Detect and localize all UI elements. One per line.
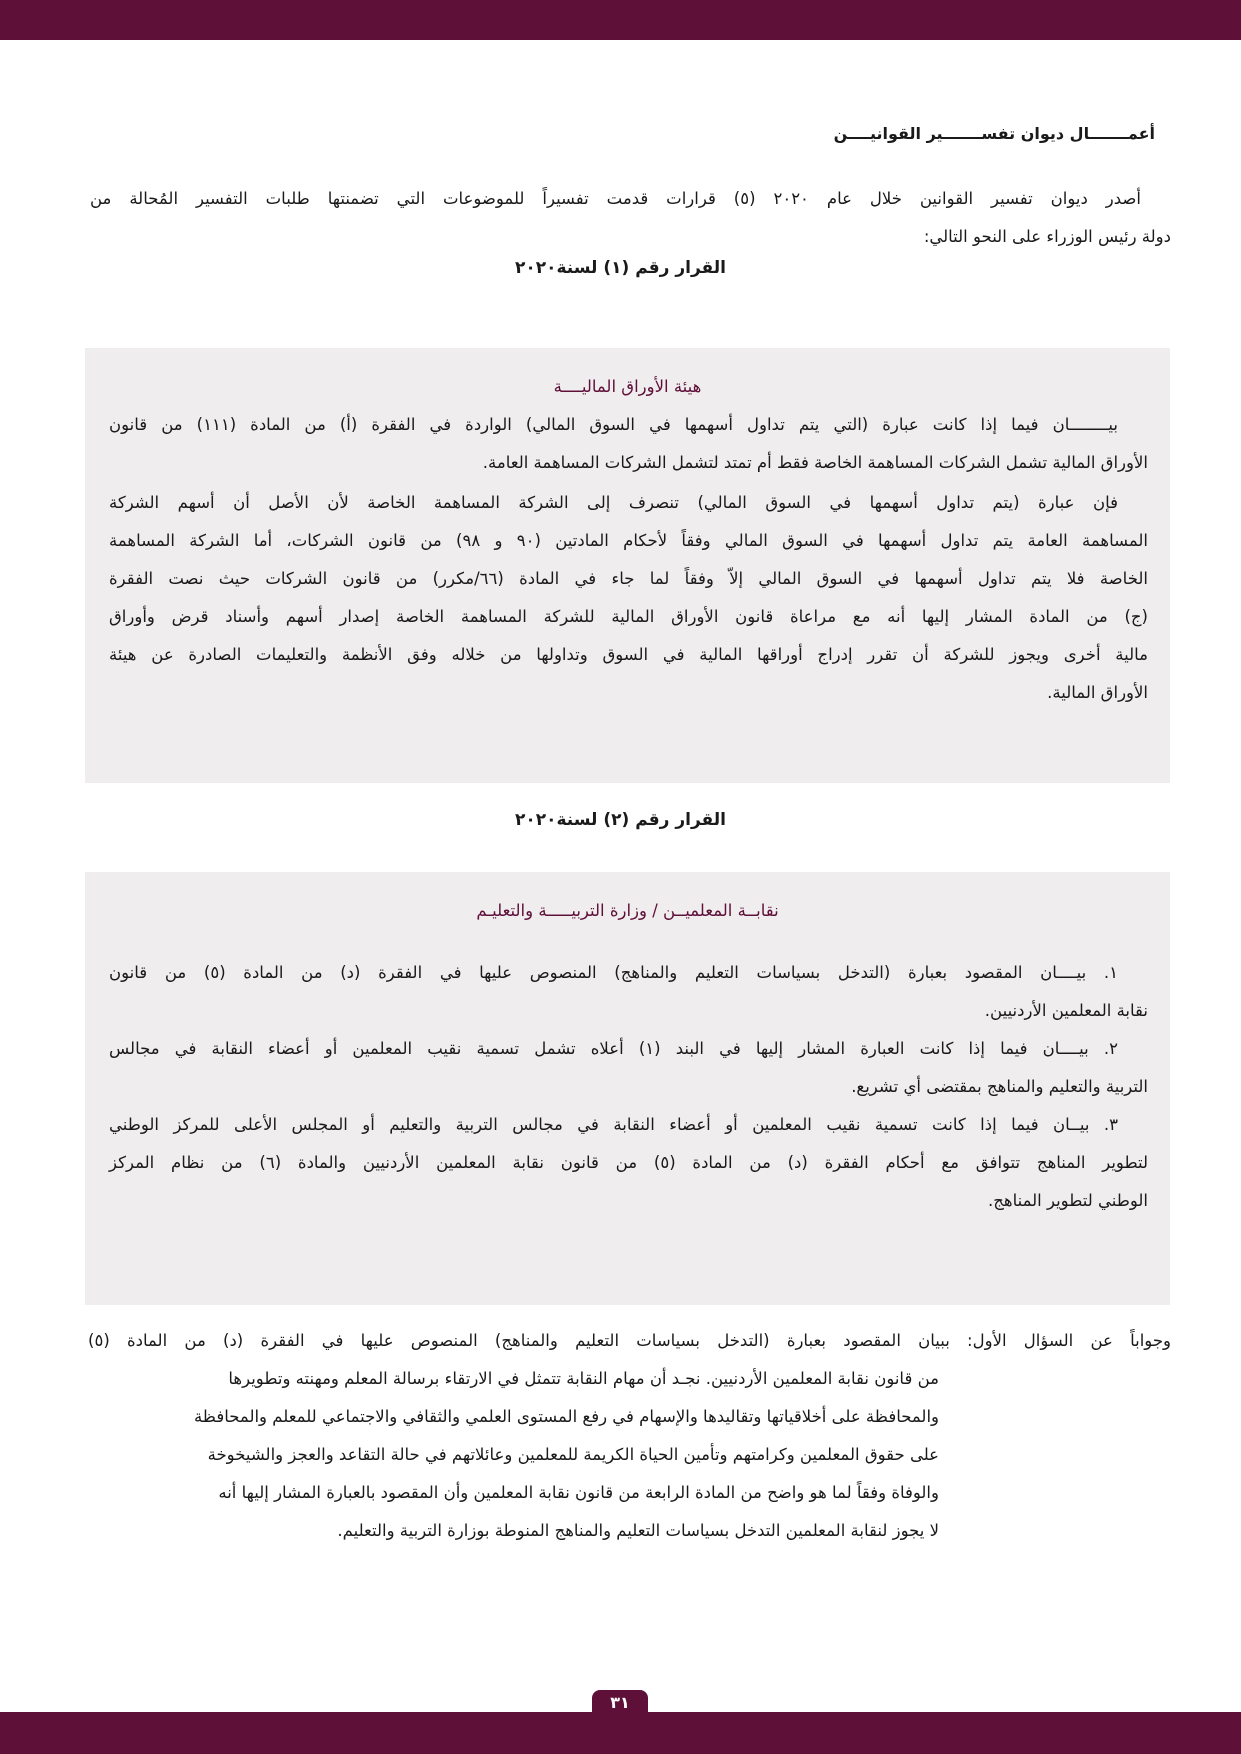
- page-number: ٣١: [592, 1690, 648, 1714]
- intro-line: أصدر ديوان تفسير القوانين خلال عام ٢٠٢٠ (٥) قرارات قدمت تفسيراً للموضوعات التي تضمنتها طلبات التفسير المُحالة من: [90, 189, 1141, 208]
- question-line: الأوراق المالية تشمل الشركات المساهمة الخاصة فقط أم تمتد لتشمل الشركات المساهمة العامة.: [482, 453, 1148, 472]
- answer-line: وجواباً عن السؤال الأول: ببيان المقصود بعبارة (التدخل بسياسات التعليم والمناهج) المنصوص عليها في الفقرة (د) من المادة (٥): [88, 1331, 1171, 1350]
- question-line: بيــــــــان فيما إذا كانت عبارة (التي يتم تداول أسهمها في السوق المالي) الواردة في الفقرة (أ) من المادة (١١١) من قانون: [109, 415, 1118, 434]
- answer-line: والوفاة وفقاً لما هو واضح من المادة الرابعة من قانون نقابة المعلمين وأن المقصود بالعبارة المشار إليها أنه: [218, 1483, 939, 1502]
- answer-line: المساهمة العامة يتم تداول أسهمها في السوق المالي وفقاً لأحكام المادتين (٩٠ و ٩٨) من قانون الشركات، أما الشركة المساهمة: [109, 531, 1148, 550]
- answer-line: على حقوق المعلمين وكرامتهم وتأمين الحياة الكريمة للمعلمين وعائلاتهم في حالة التقاعد والعجز والشيخوخة: [207, 1445, 939, 1464]
- decision-2-heading: القرار رقم (٢) لسنة٢٠٢٠: [514, 810, 727, 830]
- decision-2-box: [85, 872, 1170, 1305]
- item-line: الوطني لتطوير المناهج.: [987, 1191, 1148, 1210]
- decision-1-heading: القرار رقم (١) لسنة٢٠٢٠: [514, 258, 727, 278]
- answer-line: الخاصة فلا يتم تداول أسهمها في السوق المالي إلاّ وفقاً لما جاء في المادة (٦٦/مكرر) من قانون الشركات حيث نصت الفقرة: [109, 569, 1148, 588]
- item-line: ٣. بيــان فيما إذا كانت تسمية نقيب المعلمين أو أعضاء النقابة في مجالس التربية والتعليم أو المجلس الأعلى للمركز الوطني: [109, 1115, 1118, 1134]
- answer-line: لا يجوز لنقابة المعلمين التدخل بسياسات التعليم والمناهج المنوطة بوزارة التربية والتعليم.: [337, 1521, 939, 1540]
- footer-bar: [0, 1712, 1241, 1754]
- intro-line: دولة رئيس الوزراء على النحو التالي:: [923, 227, 1171, 246]
- item-line: ٢. بيــــان فيما إذا كانت العبارة المشار إليها في البند (١) أعلاه تشمل تسمية نقيب المعلمين أو أعضاء النقابة في مجالس: [109, 1039, 1118, 1058]
- intro-paragraph: [90, 180, 1171, 256]
- decision-2-party: نقابــة المعلميــن / وزارة التربيـــــة والتعليـم: [476, 901, 779, 920]
- decision-1-party: هيئة الأوراق الماليــــة: [553, 377, 702, 396]
- section-title: أعمـــــــال ديوان تفســـــــير القوانيــــن: [833, 124, 1155, 143]
- answer-line: الأوراق المالية.: [1047, 683, 1148, 702]
- answer-line: مالية أخرى ويجوز للشركة أن تقرر إدراج أوراقها المالية في السوق وتداولها من خلاله وفق الأنظمة والتعليمات الصادرة عن هيئة: [109, 645, 1148, 664]
- answer-line: من قانون نقابة المعلمين الأردنيين. نجـد أن مهام النقابة تتمثل في الارتقاء برسالة المعلم ومهنته وتطويرها: [228, 1369, 939, 1388]
- answer-line: فإن عبارة (يتم تداول أسهمها في السوق المالي) تنصرف إلى الشركة المساهمة الخاصة لأن الأصل أن أسهم الشركة: [109, 493, 1118, 512]
- header-bar: [0, 0, 1241, 40]
- item-line: نقابة المعلمين الأردنيين.: [984, 1001, 1148, 1020]
- decision-2-answer: [88, 1322, 1171, 1550]
- decision-1-box: [85, 348, 1170, 783]
- answer-line: (ج) من المادة المشار إليها أنه مع مراعاة قانون الأوراق المالية للشركة المساهمة الخاصة إصدار أسهم وأسناد قرض وأوراق: [109, 607, 1148, 626]
- item-line: التربية والتعليم والمناهج بمقتضى أي تشريع.: [851, 1077, 1148, 1096]
- item-line: ١. بيــــان المقصود بعبارة (التدخل بسياسات التعليم والمناهج) المنصوص عليها في الفقرة (د) من المادة (٥) من قانون: [109, 963, 1118, 982]
- answer-line: والمحافظة على أخلاقياتها وتقاليدها والإسهام في رفع المستوى العلمي والثقافي والاجتماعي للمعلم والمحافظة: [193, 1407, 939, 1426]
- item-line: لتطوير المناهج تتوافق مع أحكام الفقرة (د) من المادة (٥) من قانون نقابة المعلمين الأردنيين والمادة (٦) من نظام المركز: [109, 1153, 1148, 1172]
